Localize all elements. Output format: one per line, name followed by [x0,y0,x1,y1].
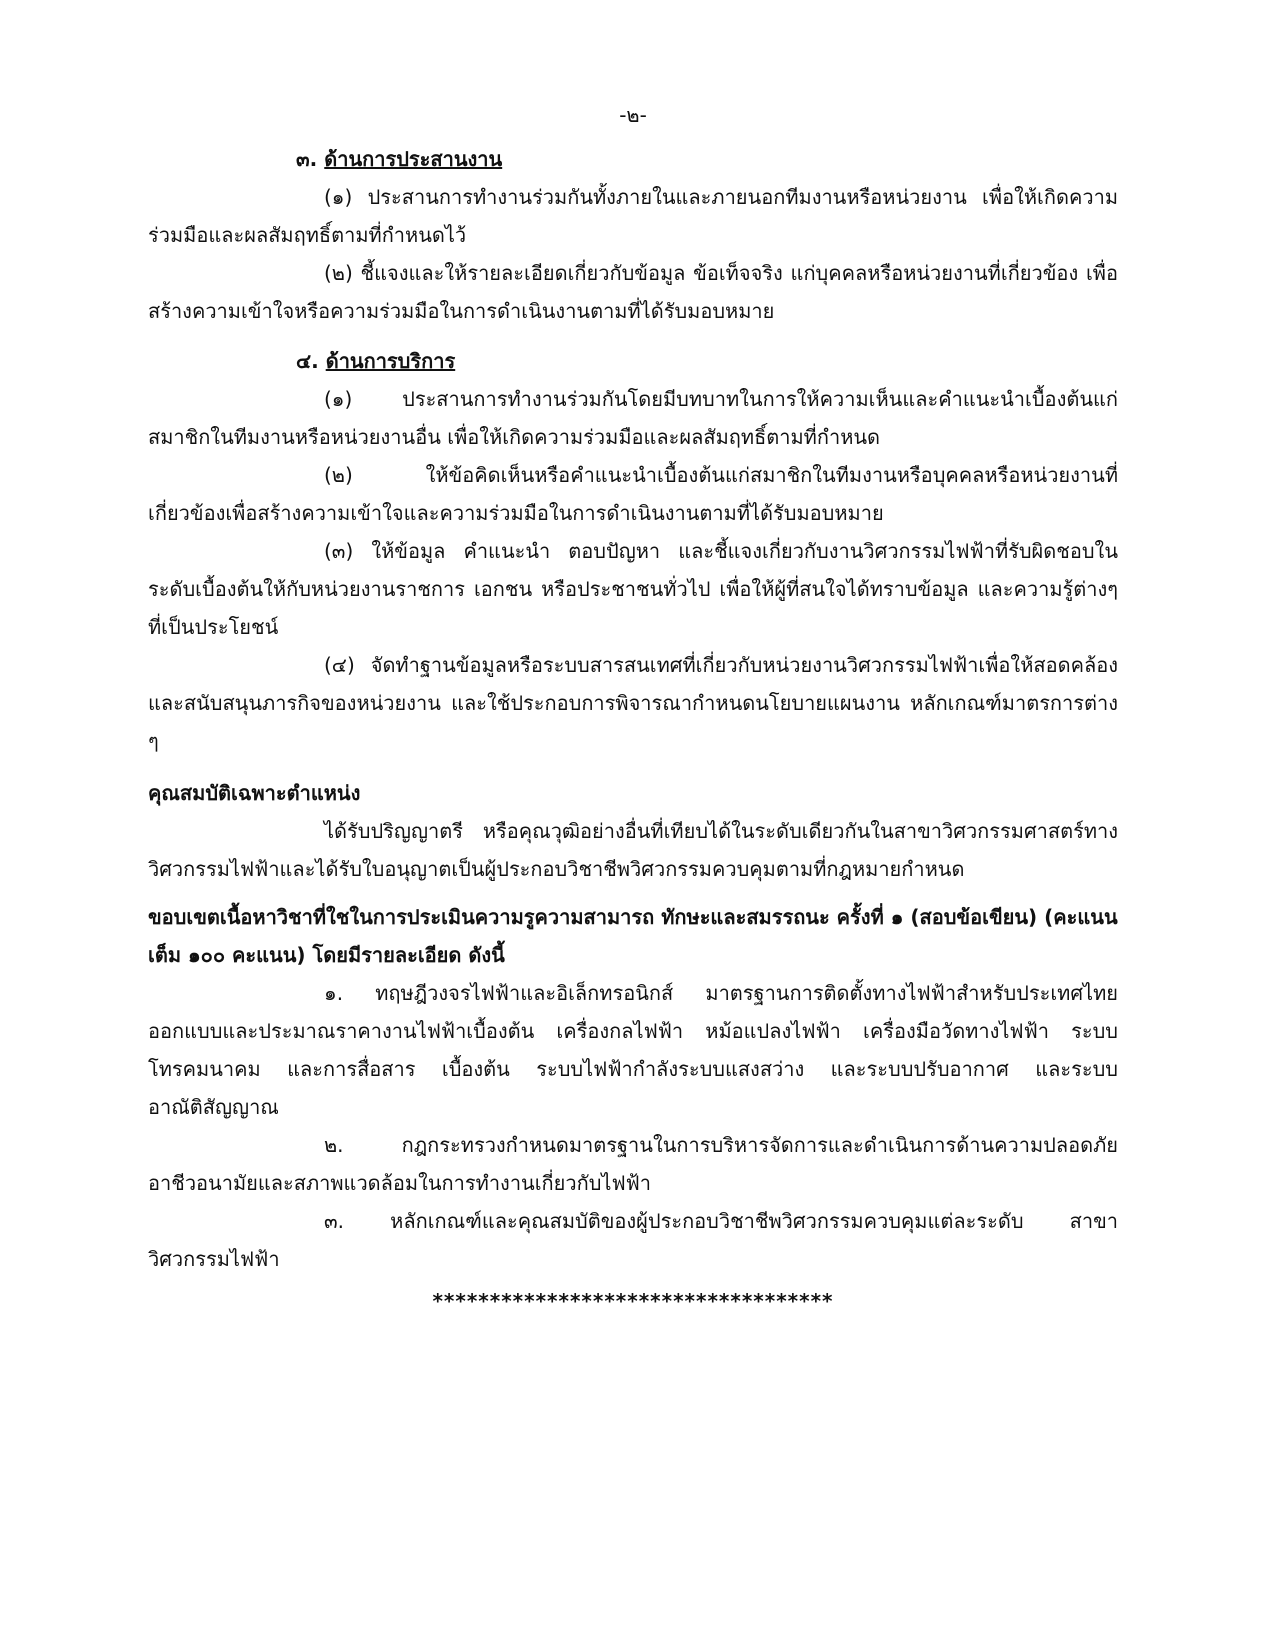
qualifications-text: ได้รับปริญญาตรี หรือคุณวุฒิอย่างอื่นที่เทียบได้ในระดับเดียวกันในสาขาวิศวกรรมศาสตร์ทางวิศวกรรมไฟฟ้าและได้รับใบอนุญาตเป็นผู้ประกอบวิชาชีพวิศวกรรมควบคุมตามที่กฎหมายกำหนด [148,819,1118,881]
section-4-number: ๔. [296,349,319,373]
section-3-number: ๓. [296,147,318,171]
section-4-heading [296,342,1118,380]
section-4-item-3: (๓) ให้ข้อมูล คำแนะนำ ตอบปัญหา และชี้แจงเกี่ยวกับงานวิศวกรรมไฟฟ้าที่รับผิดชอบในระดับเบื้องต้นให้กับหน่วยงานราชการ เอกชน หรือประชาชนทั่วไป เพื่อให้ผู้ที่สนใจได้ทราบข้อมูล และความรู้ต่างๆ ที่เป็นประโยชน์ [148,539,1118,639]
section-4-item-4: (๔) จัดทำฐานข้อมูลหรือระบบสารสนเทศที่เกี่ยวกับหน่วยงานวิศวกรรมไฟฟ้าเพื่อให้สอดคล้องและสนับสนุนภารกิจของหน่วยงาน และใช้ประกอบการพิจารณากำหนดนโยบายแผนงาน หลักเกณฑ์มาตรการต่าง ๆ [148,653,1118,753]
section-4-title: ด้านการบริการ [325,349,456,373]
page-number: -๒- [619,103,647,127]
section-4-item-2: (๒) ให้ข้อคิดเห็นหรือคำแนะนำเบื้องต้นแก่สมาชิกในทีมงานหรือบุคคลหรือหน่วยงานที่เกี่ยวข้องเพื่อสร้างความเข้าใจและความร่วมมือในการดำเนินงานตามที่ได้รับมอบหมาย [148,463,1118,525]
qualifications-heading: คุณสมบัติเฉพาะตำแหน่ง [148,781,361,805]
section-3-title: ด้านการประสานงาน [324,147,503,171]
scope-item-2: ๒. กฎกระทรวงกำหนดมาตรฐานในการบริหารจัดการและดำเนินการด้านความปลอดภัย อาชีวอนามัยและสภาพแวดล้อมในการทำงานเกี่ยวกับไฟฟ้า [148,1133,1118,1195]
scope-item-3: ๓. หลักเกณฑ์และคุณสมบัติของผู้ประกอบวิชาชีพวิศวกรรมควบคุมแต่ละระดับ สาขาวิศวกรรมไฟฟ้า [148,1209,1118,1271]
section-3-item-2: (๒) ชี้แจงและให้รายละเอียดเกี่ยวกับข้อมูล ข้อเท็จจริง แก่บุคคลหรือหน่วยงานที่เกี่ยวข้อง เพื่อสร้างความเข้าใจหรือความร่วมมือในการดำเนินงานตามที่ได้รับมอบหมาย [148,261,1118,323]
section-3-heading [296,140,1118,178]
scope-item-1: ๑. ทฤษฎีวงจรไฟฟ้าและอิเล็กทรอนิกส์ มาตรฐานการติดตั้งทางไฟฟ้าสำหรับประเทศไทย ออกแบบและประมาณราคางานไฟฟ้าเบื้องต้น เครื่องกลไฟฟ้า หม้อแปลงไฟฟ้า เครื่องมือวัดทางไฟฟ้า ระบบโทรคมนาคม และการสื่อสาร เบื้องต้น ระบบไฟฟ้ากำลังระบบแสงสว่าง และระบบปรับอากาศ และระบบอาณัติสัญญาณ [148,981,1118,1119]
end-marker: *********************************** [432,1289,834,1313]
section-3-item-1: (๑) ประสานการทำงานร่วมกันทั้งภายในและภายนอกทีมงานหรือหน่วยงาน เพื่อให้เกิดความร่วมมือและผลสัมฤทธิ์ตามที่กำหนดไว้ [148,185,1118,247]
section-4-item-1: (๑) ประสานการทำงานร่วมกันโดยมีบทบาทในการให้ความเห็นและคำแนะนำเบื้องต้นแก่สมาชิกในทีมงานหรือหน่วยงานอื่น เพื่อให้เกิดความร่วมมือและผลสัมฤทธิ์ตามที่กำหนด [148,387,1118,449]
scope-heading: ขอบเขตเนื้อหาวิชาที่ใชในการประเมินความรูความสามารถ ทักษะและสมรรถนะ ครั้งที่ ๑ (สอบข้อเขียน) (คะแนนเต็ม ๑๐๐ คะแนน) โดยมีรายละเอียด ดังนี้ [148,905,1118,967]
document-page [148,96,1118,1320]
